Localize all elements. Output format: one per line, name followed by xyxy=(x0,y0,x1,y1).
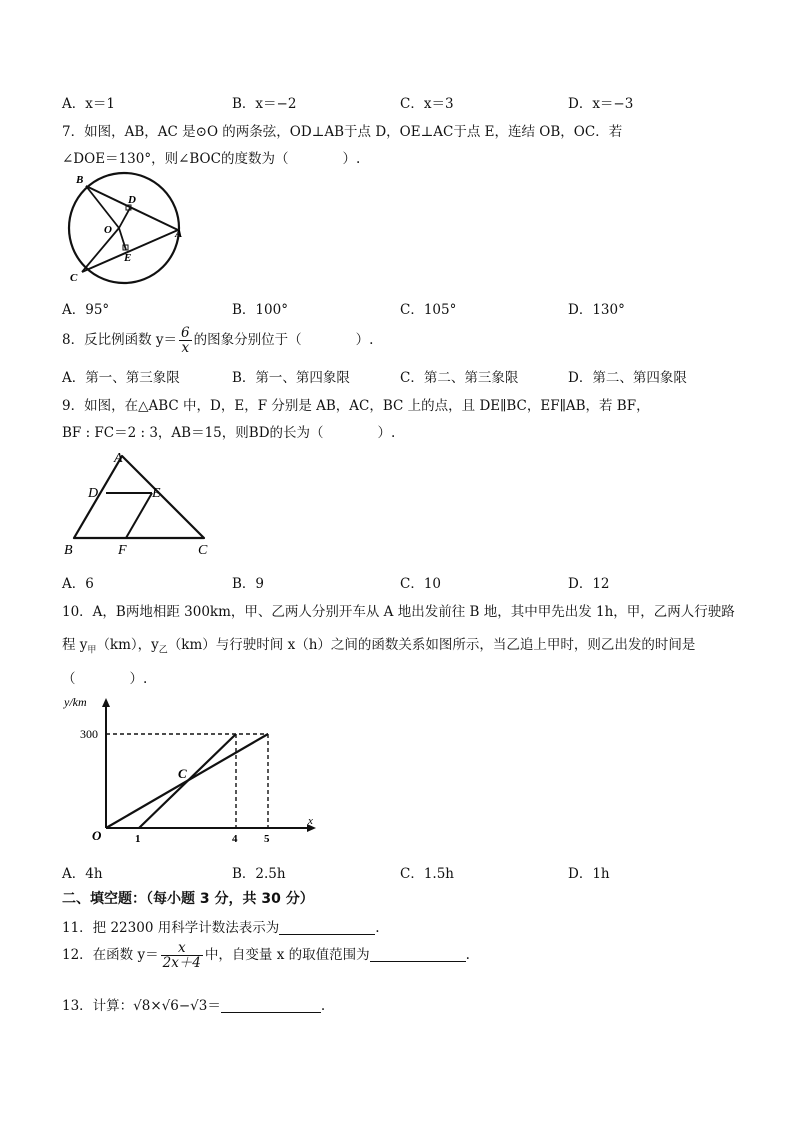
q10-label-x4: 4 xyxy=(232,833,238,845)
q10-label-point-c: C xyxy=(178,766,187,781)
q9-option-d: D．12 xyxy=(568,576,610,592)
q8-option-d: D．第二、第四象限 xyxy=(568,370,687,386)
q7-circle-figure xyxy=(62,170,188,286)
q7-label-o: O xyxy=(104,224,112,236)
q7-stem-line1: 7．如图，AB，AC 是⊙O 的两条弦，OD⊥AB于点 D，OE⊥AC于点 E，连结 OB，OC．若 xyxy=(62,124,623,140)
q12-end: . xyxy=(465,947,470,963)
q13-end: . xyxy=(320,998,326,1014)
q12-stem xyxy=(62,941,470,970)
q10-stem-line3: （ ）. xyxy=(62,671,148,687)
q11-stem xyxy=(62,916,380,936)
q6-option-a: A．x＝1 xyxy=(62,96,115,112)
q9-label-a: A xyxy=(114,451,123,466)
q7-option-b: B．100° xyxy=(232,302,288,318)
q11-answer-blank[interactable] xyxy=(279,920,375,935)
q9-stem-line2: BF : FC＝2 : 3，AB＝15，则BD的长为（ ）. xyxy=(62,425,396,441)
q7-label-e: E xyxy=(124,252,132,264)
q10-text-a: 程 y xyxy=(62,637,88,653)
q10-stem-line1: 10．A，B两地相距 300km，甲、乙两人分别开车从 A 地出发前往 B 地，其中甲先出发 1h，甲，乙两人行驶路 xyxy=(62,604,735,620)
q6-option-c: C．x＝3 xyxy=(400,96,454,112)
section2-title: 二、填空题：（每小题 3 分，共 30 分） xyxy=(62,891,314,907)
q12-answer-blank[interactable] xyxy=(370,947,466,962)
q8-stem xyxy=(62,326,373,355)
q12-fraction xyxy=(161,941,203,970)
q7-option-c: C．105° xyxy=(400,302,457,318)
q7-label-a: A xyxy=(175,228,183,240)
q12-prefix: 12．在函数 y＝ xyxy=(62,947,159,963)
q13-text: 13．计算：√8×√6−√3＝ xyxy=(62,998,221,1014)
q8-frac-den: x xyxy=(181,340,190,356)
q7-label-d: D xyxy=(128,194,136,206)
q10-label-y-axis: y/km xyxy=(64,695,87,709)
q8-option-b: B．第一、第四象限 xyxy=(232,370,350,386)
q7-option-d: D．130° xyxy=(568,302,625,318)
q13-stem xyxy=(62,994,325,1014)
q8-option-a: A．第一、第三象限 xyxy=(62,370,180,386)
q10-label-x5: 5 xyxy=(264,833,270,845)
q10-label-x-axis: x xyxy=(308,815,313,827)
q9-label-b: B xyxy=(64,543,73,558)
q10-stem-line2 xyxy=(62,633,695,656)
q7-stem-line2: ∠DOE＝130°，则∠BOC的度数为（ ）. xyxy=(62,151,361,167)
q7-label-b: B xyxy=(76,174,84,186)
q10-label-300: 300 xyxy=(80,727,98,741)
q10-label-x1: 1 xyxy=(135,833,141,845)
q9-option-a: A．6 xyxy=(62,576,94,592)
q12-frac-den: 2x＋4 xyxy=(162,955,201,971)
q11-end: . xyxy=(375,920,380,936)
q9-label-f: F xyxy=(118,543,127,558)
q10-text-c: （km）与行驶时间 x（h）之间的函数关系如图所示，当乙追上甲时，则乙出发的时间是 xyxy=(167,637,696,653)
q9-option-b: B．9 xyxy=(232,576,265,592)
q10-option-b: B．2.5h xyxy=(232,866,286,882)
q10-graph-figure xyxy=(62,694,320,854)
q10-sub-yi: 乙 xyxy=(158,645,168,656)
q12-frac-num: x xyxy=(161,941,203,956)
q8-suffix: 的图象分别位于（ ）. xyxy=(193,332,374,348)
q9-stem-line1: 9．如图，在△ABC 中，D，E，F 分别是 AB，AC，BC 上的点，且 DE∥BC，EF∥AB，若 BF， xyxy=(62,398,650,414)
q10-text-b: （km），y xyxy=(96,637,159,653)
q7-option-a: A．95° xyxy=(62,302,110,318)
q10-label-origin: O xyxy=(92,828,102,843)
q7-label-c: C xyxy=(70,272,78,284)
q10-option-c: C．1.5h xyxy=(400,866,454,882)
q8-fraction xyxy=(179,326,192,355)
q10-option-a: A．4h xyxy=(62,866,103,882)
q10-sub-jia: 甲 xyxy=(87,645,97,656)
q9-label-d: D xyxy=(88,486,99,501)
q9-triangle-figure xyxy=(62,448,218,560)
q9-label-e: E xyxy=(152,486,161,501)
q8-prefix: 8．反比例函数 y＝ xyxy=(62,332,178,348)
q8-frac-num: 6 xyxy=(181,325,190,341)
q9-option-c: C．10 xyxy=(400,576,442,592)
q11-text: 11．把 22300 用科学计数法表示为 xyxy=(62,920,280,936)
q8-option-c: C．第二、第三象限 xyxy=(400,370,519,386)
q10-option-d: D．1h xyxy=(568,866,610,882)
q6-option-d: D．x＝−3 xyxy=(568,96,634,112)
q6-option-b: B．x＝−2 xyxy=(232,96,297,112)
q13-answer-blank[interactable] xyxy=(221,998,321,1013)
q12-suffix: 中，自变量 x 的取值范围为 xyxy=(204,947,370,963)
q9-label-c: C xyxy=(198,543,208,558)
